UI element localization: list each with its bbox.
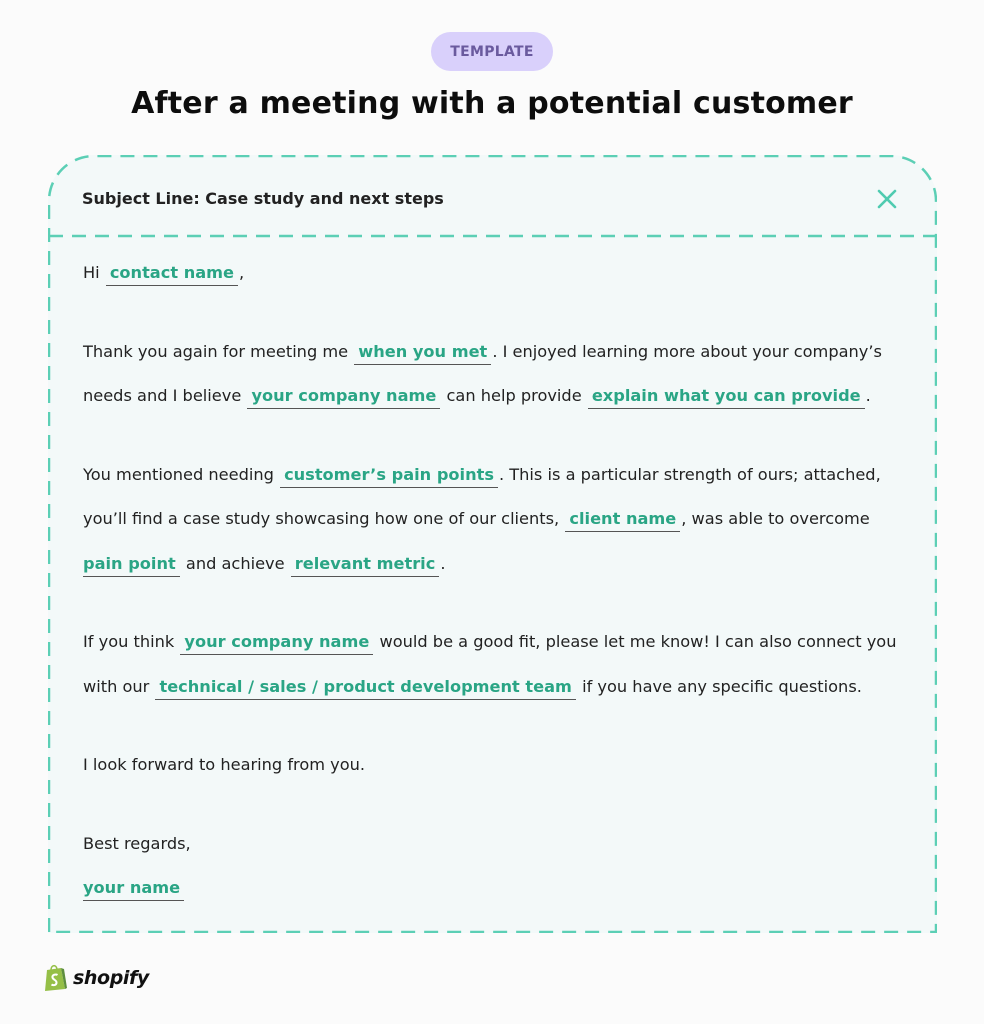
greeting-comma: , bbox=[239, 263, 245, 282]
field-explain-what-you-can-provide[interactable]: explain what you can provide bbox=[588, 385, 865, 409]
close-button[interactable] bbox=[876, 188, 898, 210]
text: . This is a particular strength of ours; attached, you’ll find a case study showcasing how one of our clients, bbox=[83, 464, 881, 528]
text: if you have any specific questions. bbox=[582, 676, 862, 696]
field-pain-point[interactable]: pain point bbox=[83, 553, 180, 577]
close-icon bbox=[876, 188, 898, 210]
field-team-type[interactable]: technical / sales / product development team bbox=[155, 676, 575, 700]
text: Thank you again for meeting me bbox=[83, 341, 349, 361]
text: can help provide bbox=[446, 386, 582, 405]
field-relevant-metric[interactable]: relevant metric bbox=[291, 553, 440, 577]
field-your-company-name-2[interactable]: your company name bbox=[180, 631, 373, 655]
page-title: After a meeting with a potential customer bbox=[131, 86, 853, 121]
text: If you think bbox=[83, 632, 175, 651]
text: . I enjoyed learning more about your company’s needs and I believe bbox=[83, 341, 882, 405]
subject-line: Subject Line: Case study and next steps bbox=[82, 189, 444, 208]
text: and achieve bbox=[185, 553, 285, 573]
field-customer-pain-points[interactable]: customer’s pain points bbox=[280, 464, 498, 488]
template-badge: TEMPLATE bbox=[431, 32, 553, 71]
paragraph-thank-you bbox=[83, 330, 913, 419]
email-template-card bbox=[48, 155, 937, 933]
text: I look forward to hearing from you. bbox=[83, 755, 366, 774]
shopify-logo bbox=[44, 964, 149, 991]
field-client-name[interactable]: client name bbox=[565, 508, 680, 532]
field-your-company-name[interactable]: your company name bbox=[247, 385, 440, 409]
closing-text: Best regards, bbox=[83, 833, 191, 853]
shopify-bag-icon bbox=[44, 964, 68, 991]
greeting bbox=[83, 251, 913, 296]
text: . bbox=[440, 553, 446, 573]
email-body bbox=[83, 251, 913, 911]
field-contact-name[interactable]: contact name bbox=[106, 262, 238, 286]
paragraph-closing-line bbox=[83, 743, 913, 788]
paragraph-good-fit bbox=[83, 620, 913, 709]
text: You mentioned needing bbox=[83, 464, 274, 484]
sign-off bbox=[83, 822, 913, 911]
field-your-name[interactable]: your name bbox=[83, 877, 184, 901]
paragraph-pain-points bbox=[83, 453, 913, 587]
shopify-wordmark: shopify bbox=[73, 966, 149, 989]
greeting-text: Hi bbox=[83, 263, 100, 282]
text: would be a good fit, please let me know! I can also connect you with our bbox=[83, 632, 897, 696]
text: , was able to overcome bbox=[681, 509, 870, 528]
text: . bbox=[865, 386, 871, 405]
field-when-you-met[interactable]: when you met bbox=[354, 341, 491, 365]
